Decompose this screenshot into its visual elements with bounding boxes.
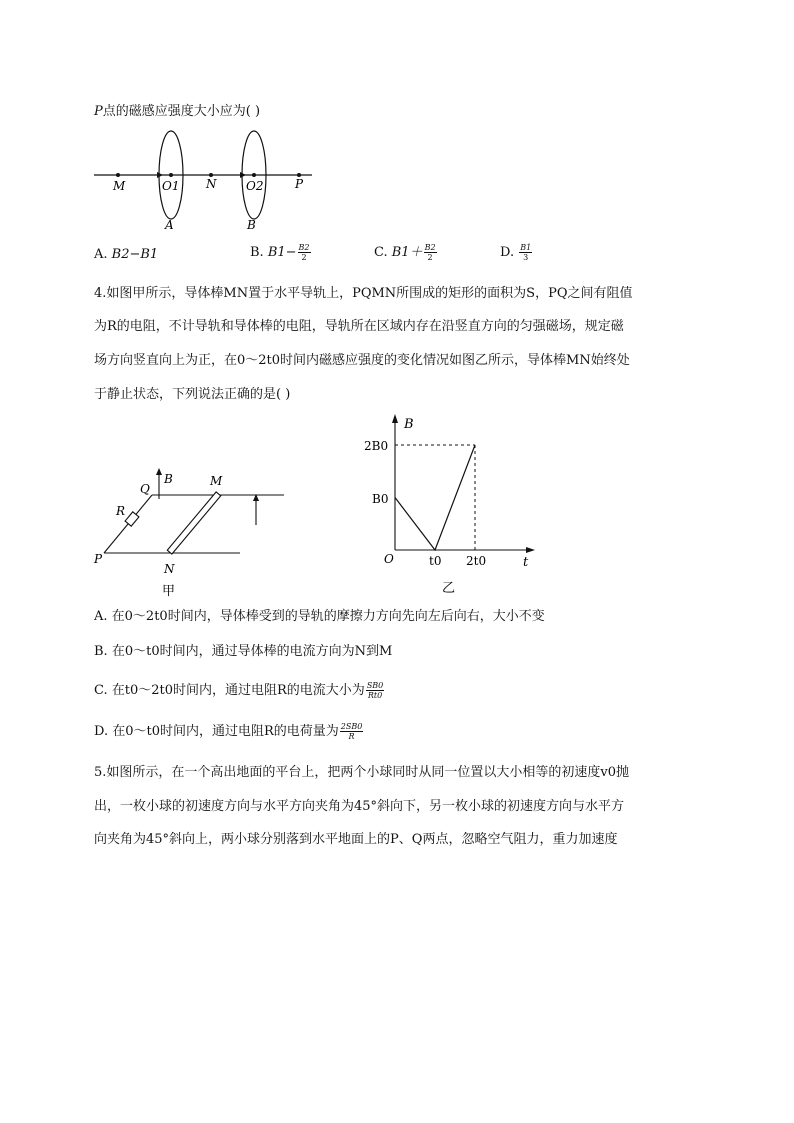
q3-label-p: P [295, 177, 304, 191]
q3-figure [90, 125, 320, 235]
q4-stem-line-1: 4.如图甲所示，导体棒MN置于水平导轨上，PQMN所围成的矩形的面积为S，PQ之间有阻值 [94, 286, 633, 301]
q4-yi-tick-2b0: 2B0 [364, 439, 389, 453]
q3-label-b: B [247, 218, 256, 232]
q4-yi-tick-b0: B0 [372, 492, 389, 506]
q4-yi-origin: O [384, 552, 394, 566]
q4-jia-label-q: Q [140, 482, 150, 496]
q3-option-a: A. B2−B1 [94, 247, 159, 262]
q3-option-d: D. $\frac{B1}{3}$ [500, 243, 532, 262]
q5-stem-line-1: 5.如图所示，在一个高出地面的平台上，把两个小球同时从同一位置以大小相等的初速度v0抛 [94, 765, 630, 780]
q4-option-d: D. 在0～t0时间内，通过电阻R的电荷量为 $\frac{2SB0}{R}$ [94, 722, 363, 741]
q4-jia-label-n: N [164, 562, 175, 576]
q3-tail-text: 点的磁感应强度大小应为( ) [102, 104, 261, 119]
q4-stem-line-2: 为R的电阻，不计导轨和导体棒的电阻，导轨所在区域内存在沿竖直方向的匀强磁场，规定磁 [94, 319, 624, 334]
q3-option-b: B. B1− $\frac{B2}{2}$ [250, 243, 310, 262]
q4-yi-x-label: t [523, 555, 529, 570]
q5-stem-line-2: 出，一枚小球的初速度方向与水平方向夹角为45°斜向下，另一枚小球的初速度方向与水平方 [94, 799, 625, 814]
q3-label-o1: O1 [162, 179, 180, 193]
q3-label-o2: O2 [246, 179, 264, 193]
q4-figure-yi [360, 410, 540, 600]
q4-figure-jia [90, 465, 300, 600]
q4-option-c: C. 在t0～2t0时间内，通过电阻R的电流大小为 $\frac{SB0}{Rt0}$ [94, 681, 384, 700]
q4-yi-tick-2t0: 2t0 [466, 554, 487, 568]
q3-label-a: A [165, 218, 174, 232]
q4-jia-label-m: M [210, 474, 223, 488]
q4-option-b: B. 在0～t0时间内，通过导体棒的电流方向为N到M [94, 644, 393, 659]
q4-option-a: A. 在0～2t0时间内，导体棒受到的导轨的摩擦力方向先向左后向右，大小不变 [94, 609, 545, 624]
q4-yi-tick-t0: t0 [429, 554, 442, 568]
q4-yi-caption: 乙 [442, 581, 456, 596]
q4-jia-label-b: B [164, 472, 173, 486]
q3-question-tail [94, 103, 260, 121]
q4-jia-label-p: P [94, 552, 103, 566]
q4-yi-y-label: B [404, 417, 414, 432]
q4-yi-b-line [395, 445, 475, 550]
q4-stem-line-4: 于静止状态，下列说法正确的是( ) [94, 387, 291, 402]
q4-jia-caption: 甲 [162, 584, 176, 599]
q4-jia-label-r: R [116, 504, 126, 518]
q3-option-c: C. B1＋ $\frac{B2}{2}$ [374, 243, 436, 262]
q5-stem-line-3: 向夹角为45°斜向上，两小球分别落到水平地面上的P、Q两点，忽略空气阻力，重力加速度 [94, 832, 618, 847]
q4-stem-line-3: 场方向竖直向上为正，在0～2t0时间内磁感应强度的变化情况如图乙所示，导体棒MN始终处 [94, 353, 630, 368]
q3-label-n: N [206, 177, 217, 191]
q3-label-m: M [113, 179, 126, 193]
q3-point-label: P [94, 104, 103, 119]
